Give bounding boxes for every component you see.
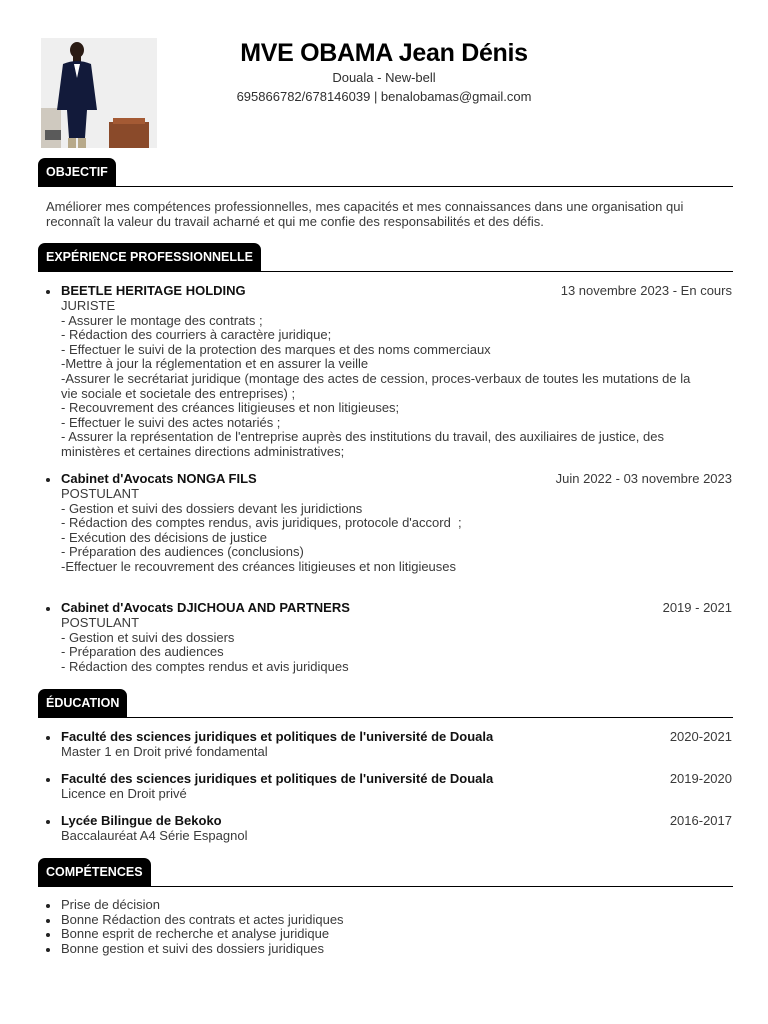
employment-date: 13 novembre 2023 - En cours — [560, 283, 732, 298]
task-line: - Recouvrement des créances litigieuses et non litigieuses; — [61, 400, 400, 416]
profile-photo — [41, 38, 157, 148]
objectif-text — [46, 199, 732, 229]
degree: Baccalauréat A4 Série Espagnol — [61, 828, 248, 843]
employment-date: Juin 2022 - 03 novembre 2023 — [555, 471, 732, 486]
task-line: - Rédaction des courriers à caractère juridique; — [61, 327, 332, 343]
school-name: Faculté des sciences juridiques et politiques de l'université de Douala — [61, 729, 494, 744]
task-line: - Gestion et suivi des dossiers — [61, 629, 235, 645]
education-date: 2016-2017 — [669, 813, 732, 828]
skill-item — [46, 898, 732, 913]
task-line: - Effectuer le suivi de la protection des marques et des noms commerciaux — [61, 341, 491, 357]
job-role: JURISTE — [61, 298, 116, 313]
education-date: 2019-2020 — [669, 771, 732, 786]
person-name: MVE OBAMA Jean Dénis — [240, 39, 528, 67]
school-name: Lycée Bilingue de Bekoko — [61, 813, 222, 828]
degree: Licence en Droit privé — [61, 786, 187, 801]
section-divider — [38, 886, 733, 887]
skill-item — [46, 942, 732, 957]
task-line: - Rédaction des comptes rendus, avis juridiques, protocole d'accord ; — [61, 515, 462, 531]
bullet-icon — [46, 290, 50, 294]
objectif-line: reconnaît la valeur du travail acharné et qui me confie des responsabilités et des défis. — [46, 214, 544, 229]
job-role: POSTULANT — [61, 486, 140, 501]
bullet-icon — [46, 607, 50, 611]
bullet-icon — [46, 904, 50, 908]
bullet-icon — [46, 736, 50, 740]
skill-label: Prise de décision — [61, 897, 160, 912]
section-divider — [38, 186, 733, 187]
section-divider — [38, 271, 733, 272]
skills-list — [46, 898, 732, 956]
degree: Master 1 en Droit privé fondamental — [61, 744, 268, 759]
section-title-education: ÉDUCATION — [38, 689, 127, 717]
task-line: - Rédaction des comptes rendus et avis juridiques — [61, 658, 349, 674]
task-line: - Assurer la représentation de l'entreprise auprès des institutions du travail, des auxiliaires de justice, des — [61, 429, 664, 445]
experience-item — [46, 472, 732, 575]
skill-label: Bonne esprit de recherche et analyse juridique — [61, 926, 330, 942]
task-line: -Mettre à jour la réglementation et en assurer la veille — [61, 356, 369, 372]
resume-header — [170, 38, 598, 106]
location: Douala - New-bell — [332, 70, 436, 85]
education-item — [46, 772, 732, 802]
job-role: POSTULANT — [61, 615, 140, 630]
experience-item — [46, 284, 732, 460]
task-line: - Préparation des audiences (conclusions) — [61, 544, 304, 560]
section-title-competences: COMPÉTENCES — [38, 858, 151, 886]
contact-line: 695866782/678146039 | benalobamas@gmail.com — [236, 89, 532, 104]
bullet-icon — [46, 933, 50, 937]
skill-item — [46, 927, 732, 942]
task-line: ministères et certaines directions administratives; — [61, 443, 345, 459]
task-line: - Préparation des audiences — [61, 644, 224, 660]
school-name: Faculté des sciences juridiques et politiques de l'université de Douala — [61, 771, 494, 786]
skill-label: Bonne Rédaction des contrats et actes juridiques — [61, 911, 344, 927]
section-title-experience: EXPÉRIENCE PROFESSIONNELLE — [38, 243, 261, 271]
task-line: vie sociale et societale des entreprises) ; — [61, 385, 296, 401]
education-item — [46, 814, 732, 844]
employer-name: Cabinet d'Avocats NONGA FILS — [61, 471, 257, 486]
bullet-icon — [46, 919, 50, 923]
employer-name: Cabinet d'Avocats DJICHOUA AND PARTNERS — [61, 600, 350, 615]
education-item — [46, 730, 732, 760]
education-date: 2020-2021 — [669, 729, 732, 744]
bullet-icon — [46, 820, 50, 824]
task-line: - Effectuer le suivi des actes notariés ; — [61, 414, 281, 430]
bullet-icon — [46, 948, 50, 952]
experience-item — [46, 601, 732, 674]
skill-label: Bonne gestion et suivi des dossiers juridiques — [61, 940, 325, 956]
employer-name: BEETLE HERITAGE HOLDING — [61, 283, 246, 298]
skill-item — [46, 913, 732, 928]
employment-date: 2019 - 2021 — [662, 600, 732, 615]
section-title-objectif: OBJECTIF — [38, 158, 116, 186]
task-line: - Exécution des décisions de justice — [61, 529, 267, 545]
task-line: -Effectuer le recouvrement des créances litigieuses et non litigieuses — [61, 558, 457, 574]
section-divider — [38, 717, 733, 718]
task-line: - Assurer le montage des contrats ; — [61, 312, 263, 328]
bullet-icon — [46, 778, 50, 782]
objectif-line: Améliorer mes compétences professionnelles, mes capacités et mes connaissances dans une organisation qui — [46, 199, 684, 214]
task-line: - Gestion et suivi des dossiers devant les juridictions — [61, 500, 363, 516]
bullet-icon — [46, 478, 50, 482]
task-line: -Assurer le secrétariat juridique (montage des actes de cession, proces-verbaux de toutes les mutations de la — [61, 370, 691, 386]
